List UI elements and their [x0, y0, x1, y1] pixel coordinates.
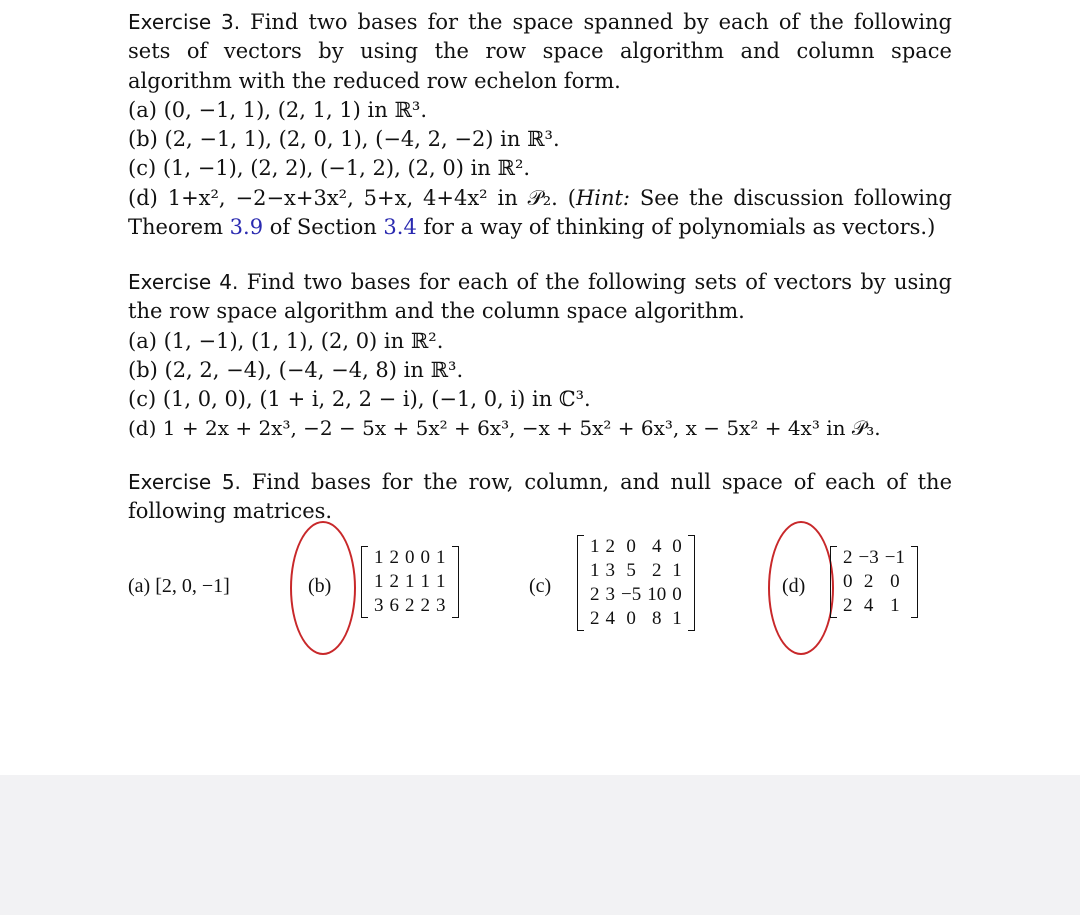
matrix-row [840, 594, 908, 618]
matrix-row [371, 570, 449, 594]
matrix-row [587, 559, 685, 583]
matrix-cell: 3 [436, 595, 446, 616]
matrix-cell: −3 [858, 547, 879, 568]
matrix-row [587, 535, 685, 559]
matrix-cell: 2 [590, 608, 600, 629]
matrix-cell: 4 [605, 608, 615, 629]
right-bracket [911, 546, 918, 618]
exercise-3-intro-text: Find two bases for the space spanned by each of the following sets of vectors by using the row space algorithm and column space algorithm with the reduced row echelon form. [128, 10, 952, 93]
matrix-cell: 3 [605, 584, 615, 605]
matrix-cell: 5 [626, 560, 636, 581]
matrix-d [830, 546, 918, 618]
matrix-cell: 0 [890, 571, 900, 592]
matrix-cell: 4 [863, 595, 874, 616]
matrix-cell: 2 [590, 584, 600, 605]
exercise-3-d [128, 184, 952, 243]
matrix-row [840, 546, 908, 570]
matrix-cell: 0 [626, 608, 636, 629]
exercise-3-a: (a) (0, −1, 1), (2, 1, 1) in ℝ³. [128, 97, 428, 122]
right-bracket [452, 546, 459, 618]
exercise-3 [128, 8, 952, 242]
matrix-cell: 1 [672, 560, 682, 581]
bottom-band [0, 775, 1080, 915]
matrix-cell: 2 [843, 547, 853, 568]
matrix-cell: 0 [843, 571, 853, 592]
matrix-cell: 1 [374, 547, 384, 568]
matrix-c [577, 535, 695, 631]
matrix-cell: 1 [405, 571, 415, 592]
matrix-cell: −5 [621, 584, 642, 605]
matrix-a [128, 575, 230, 598]
exercise-4-b: (b) (2, 2, −4), (−4, −4, 8) in ℝ³. [128, 357, 464, 382]
matrix-a-value: [2, 0, −1] [155, 575, 230, 597]
matrix-cell: 1 [420, 571, 430, 592]
matrix-cell: 0 [672, 536, 682, 557]
matrix-row [587, 607, 685, 631]
matrix-row [587, 583, 685, 607]
hint-word: Hint: [575, 185, 631, 210]
matrix-cell: 1 [590, 536, 600, 557]
matrix-cell: 2 [843, 595, 853, 616]
matrix-cell: 1 [672, 608, 682, 629]
exercise-4-intro-text: Find two bases for each of the following sets of vectors by using the row space algorithm and the column space algorithm. [128, 270, 952, 324]
exercise-4 [128, 268, 952, 444]
matrix-cell: 6 [389, 595, 399, 616]
matrix-cell: 0 [672, 584, 682, 605]
matrix-cell: −1 [884, 547, 905, 568]
matrix-cell: 8 [651, 608, 662, 629]
matrix-cell: 4 [651, 536, 662, 557]
matrix-cell: 2 [605, 536, 615, 557]
exercise-3-d-start: (d) 1+x², −2−x+3x², 5+x, 4+4x² in 𝒫₂. ( [128, 185, 576, 210]
matrix-d-label: (d) [782, 575, 806, 597]
matrix-cell: 1 [590, 560, 600, 581]
matrix-table [587, 535, 685, 631]
left-bracket [830, 546, 837, 618]
matrix-b [361, 546, 459, 618]
exercise-5-intro-text: Find bases for the row, column, and null space of each of the following matrices. [128, 470, 952, 524]
exercise-3-intro [128, 8, 952, 96]
matrix-cell: 10 [647, 584, 667, 605]
left-bracket [361, 546, 368, 618]
matrix-cell: 3 [374, 595, 384, 616]
matrix-row [371, 594, 449, 618]
section-link[interactable]: 3.4 [383, 215, 417, 240]
matrix-cell: 1 [374, 571, 384, 592]
matrix-cell: 0 [405, 547, 415, 568]
exercise-5-intro [128, 468, 952, 527]
exercise-4-d: (d) 1 + 2x + 2x³, −2 − 5x + 5x² + 6x³, −x + 5x² + 6x³, x − 5x² + 4x³ in 𝒫₃. [128, 416, 881, 441]
matrix-table [840, 546, 908, 618]
matrix-cell: 0 [626, 536, 636, 557]
matrix-cell: 2 [651, 560, 662, 581]
theorem-link[interactable]: 3.9 [229, 215, 264, 240]
matrix-cell: 2 [389, 547, 399, 568]
matrix-table [371, 546, 449, 618]
matrix-cell: 1 [890, 595, 900, 616]
matrix-cell: 2 [420, 595, 430, 616]
matrix-cell: 3 [605, 560, 615, 581]
exercise-4-label: Exercise 4. [128, 270, 239, 294]
matrix-b-label: (b) [308, 575, 332, 597]
exercise-3-d-mid2: of Section [263, 215, 384, 240]
exercise-3-c: (c) (1, −1), (2, 2), (−1, 2), (2, 0) in ℝ². [128, 156, 531, 181]
exercise-5 [128, 468, 952, 527]
matrix-cell: 1 [436, 571, 446, 592]
exercise-4-c: (c) (1, 0, 0), (1 + i, 2, 2 − i), (−1, 0, i) in ℂ³. [128, 387, 591, 412]
exercise-3-label: Exercise 3. [128, 10, 241, 34]
exercise-4-a: (a) (1, −1), (1, 1), (2, 0) in ℝ². [128, 328, 444, 353]
matrix-cell: 2 [389, 571, 399, 592]
matrix-cell: 2 [405, 595, 415, 616]
matrix-row [840, 570, 908, 594]
right-bracket [688, 535, 695, 631]
exercise-5-label: Exercise 5. [128, 470, 241, 494]
matrix-a-label: (a) [128, 575, 151, 597]
left-bracket [577, 535, 584, 631]
exercise-3-b: (b) (2, −1, 1), (2, 0, 1), (−4, 2, −2) in ℝ³. [128, 127, 560, 152]
matrix-cell: 0 [420, 547, 430, 568]
matrix-cell: 1 [436, 547, 446, 568]
exercise-3-d-end: for a way of thinking of polynomials as vectors.) [416, 215, 936, 240]
exercise-3-d-mid1: See the discussion following Theorem [128, 185, 952, 240]
exercise-4-intro [128, 268, 952, 327]
matrix-cell: 2 [863, 571, 874, 592]
matrix-c-label: (c) [529, 575, 552, 597]
matrix-row [371, 546, 449, 570]
